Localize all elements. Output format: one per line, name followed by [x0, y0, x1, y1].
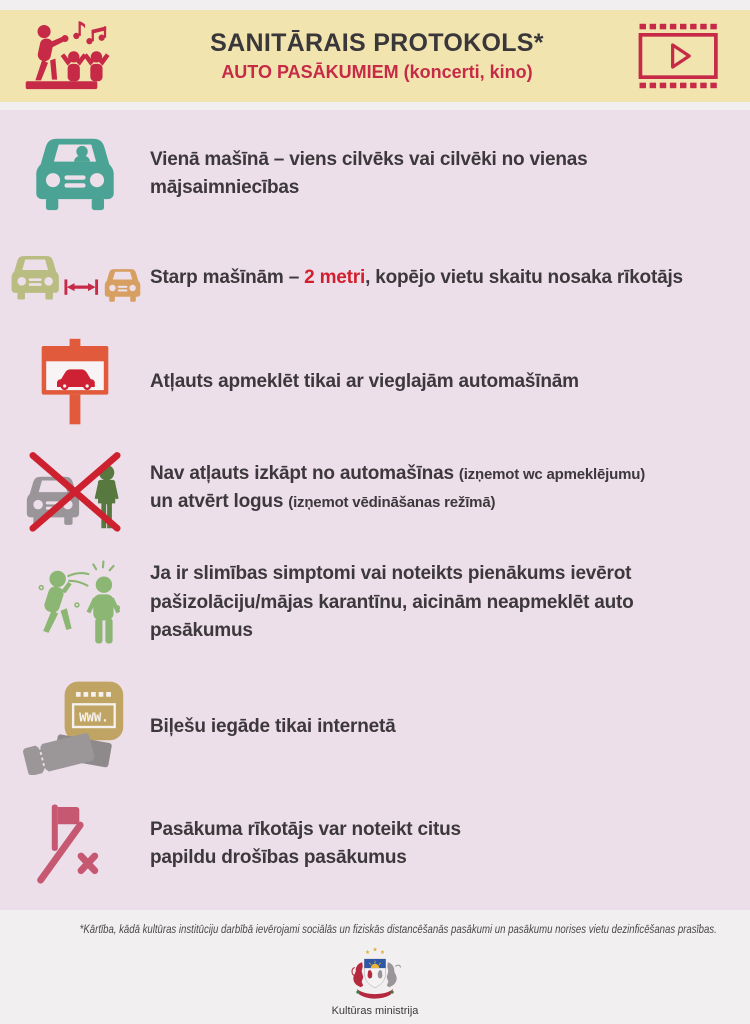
rule-text [150, 264, 710, 293]
car-front-icon [0, 130, 150, 218]
rule-text: Vienā mašīnā – viens cilvēks vai cilvēki no vienas mājsaimniecības [150, 148, 588, 198]
online-ticket-icon [0, 679, 150, 775]
performer-audience-icon [24, 20, 120, 92]
rule-passenger-cars-only [0, 326, 750, 438]
www-label: WWW. [79, 710, 109, 725]
rule-text-post: , kopējo vietu skaitu nosaka rīkotājs [365, 266, 683, 288]
two-cars-distance-icon [0, 242, 150, 314]
rule-text-line1: Pasākuma rīkotājs var noteikt citus [150, 818, 461, 840]
latvia-coat-of-arms-icon [343, 946, 407, 1004]
ministry-label: Kultūras ministrija [331, 1005, 419, 1017]
rule-text-line2 [150, 488, 722, 517]
flag-crossed-icon [0, 797, 150, 891]
rule-no-exiting-car [0, 438, 750, 538]
filmstrip-play-icon [634, 20, 726, 92]
rule-text-highlight: 2 metri [304, 266, 366, 288]
rule-text-note1: (izņemot wc apmeklējumu) [458, 465, 645, 483]
rule-text: Biļešu iegāde tikai internetā [150, 715, 396, 737]
rule-text-note2: (izņemot vēdināšanas režīmā) [288, 494, 496, 511]
rule-text-main2: un atvērt logus [150, 491, 284, 512]
rule-distance-between-cars [0, 230, 750, 326]
page-subtitle: AUTO PASĀKUMIEM (koncerti, kino) [221, 62, 533, 82]
footnote [0, 922, 750, 936]
rule-text: Atļauts apmeklēt tikai ar vieglajām automašīnām [150, 370, 579, 392]
rule-text-main1: Nav atļauts izkāpt no automašīnas [150, 462, 454, 484]
sneezing-people-icon [0, 554, 150, 652]
rules-list [0, 110, 750, 910]
rule-text [150, 460, 722, 517]
rule-text-line1 [150, 460, 722, 489]
footer [0, 910, 750, 1024]
footnote-text: *Kārtība, kādā kultūras institūciju darbībā ievērojami sociālās un fiziskās distancēšanās pasākumi un pasākumu norises vietu dezinficēšanas prasības. [79, 922, 717, 936]
car-sign-icon [0, 336, 150, 428]
page-title: SANITĀRAIS PROTOKOLS* [210, 29, 544, 57]
ministry-logo-block [0, 946, 750, 1017]
rule-text-pre: Starp mašīnām – [150, 266, 305, 288]
rule-text: Ja ir slimības simptomi vai noteikts pienākums ievērot pašizolāciju/mājas karantīnu, aicinām neapmeklēt auto pasākumus [150, 563, 634, 642]
rule-one-car-per-household [0, 118, 750, 230]
rule-symptoms-stay-home [0, 538, 750, 668]
rule-text [150, 816, 722, 873]
no-exit-car-person-icon [0, 442, 150, 534]
header-banner [0, 10, 750, 102]
rule-text-line2: papildu drošības pasākumus [150, 847, 407, 868]
rule-organizer-extra-measures [0, 786, 750, 902]
rule-tickets-online-only [0, 668, 750, 786]
header-titles [120, 29, 634, 83]
